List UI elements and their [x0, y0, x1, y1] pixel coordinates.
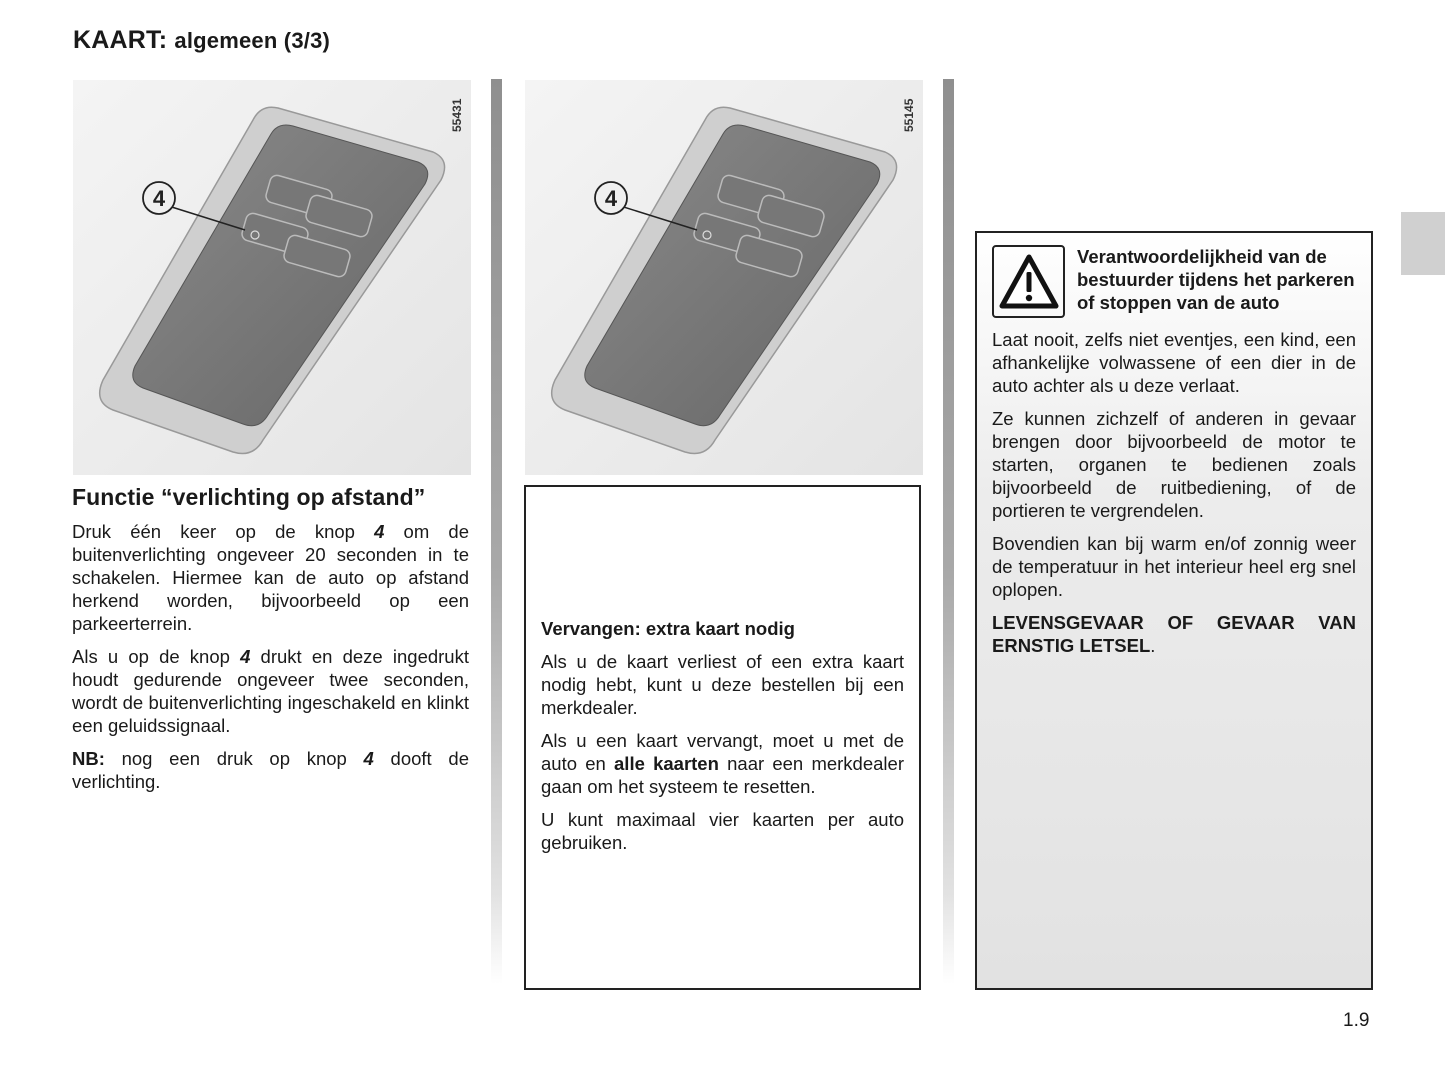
paragraph — [541, 729, 904, 798]
chapter-tab — [1401, 212, 1445, 275]
note-box-heading: Vervangen: extra kaart nodig — [541, 618, 795, 639]
text: naar een merkdealer gaan om het systeem te resetten. — [541, 753, 904, 797]
note-label: NB: — [72, 748, 105, 769]
button-ref: 4 — [374, 521, 385, 542]
paragraph: U kunt maximaal vier kaarten per auto gebruiken. — [541, 809, 904, 853]
text: dooft de verlichting. — [72, 748, 469, 792]
text: nog een druk op knop — [104, 748, 364, 769]
callout-number: 4 — [604, 186, 618, 211]
figure-ref: 55431 — [450, 98, 464, 132]
note-box — [524, 485, 921, 990]
column-separator-2 — [943, 79, 954, 984]
callout-number: 4 — [152, 186, 166, 211]
figure-ref: 55145 — [902, 98, 916, 132]
text: om de buitenverlichting ongeveer 20 seconden in te schakelen. Hiermee kan de auto op afstand herkend worden, bijvoorbeeld op een parkeerterrein. — [72, 521, 469, 634]
warning-box — [975, 231, 1373, 990]
section-heading: Functie “verlichting op afstand” — [72, 484, 426, 510]
text: . — [1150, 635, 1156, 656]
paragraph: Bovendien kan bij warm en/of zonnig weer de temperatuur in het interieur heel erg snel oplopen. — [992, 533, 1356, 600]
page-title — [73, 26, 330, 55]
figure-card-1 — [73, 80, 471, 475]
warning-title: Verantwoordelijkheid van de bestuurder tijdens het parkeren of stoppen van de auto — [1077, 246, 1355, 313]
warning-emphasis — [992, 611, 1356, 657]
paragraph: Als u de kaart verliest of een extra kaart nodig hebt, kunt u deze bestellen bij een merkdealer. — [541, 651, 904, 718]
page-number: 1.9 — [1343, 1010, 1370, 1031]
emphasis: alle kaarten — [614, 753, 719, 774]
warning-icon — [992, 245, 1065, 318]
text: LEVENSGEVAAR OF GEVAAR VAN ERNSTIG LETSEL — [992, 612, 1356, 656]
column-separator-1 — [491, 79, 502, 984]
paragraph-note — [72, 747, 469, 793]
paragraph — [72, 520, 469, 635]
figure-card-2 — [525, 80, 923, 475]
section-remote-lighting — [72, 484, 469, 803]
paragraph: Ze kunnen zichzelf of anderen in gevaar brengen door bijvoorbeeld de motor te starten, organen te bedienen zoals bijvoorbeeld de ruitbediening, of de portieren te vergrendelen. — [992, 408, 1356, 521]
button-ref: 4 — [240, 646, 251, 667]
page-title-main: KAART: — [73, 26, 168, 54]
text: Druk één keer op de knop — [72, 521, 375, 542]
text: Als u een kaart vervangt, moet u met de auto en — [541, 730, 904, 774]
button-ref: 4 — [363, 748, 374, 769]
text: drukt en deze ingedrukt houdt gedurende ongeveer twee seconden, wordt de buitenverlichting ingeschakeld en klinkt een geluidssignaal. — [72, 646, 469, 736]
paragraph: Laat nooit, zelfs niet eventjes, een kind, een afhankelijke volwassene of een dier in de auto achter als u deze verlaat. — [992, 329, 1356, 396]
warning-header — [992, 245, 1356, 318]
text: Als u op de knop — [72, 646, 241, 667]
paragraph — [72, 645, 469, 737]
page-title-sub: algemeen (3/3) — [174, 28, 331, 53]
